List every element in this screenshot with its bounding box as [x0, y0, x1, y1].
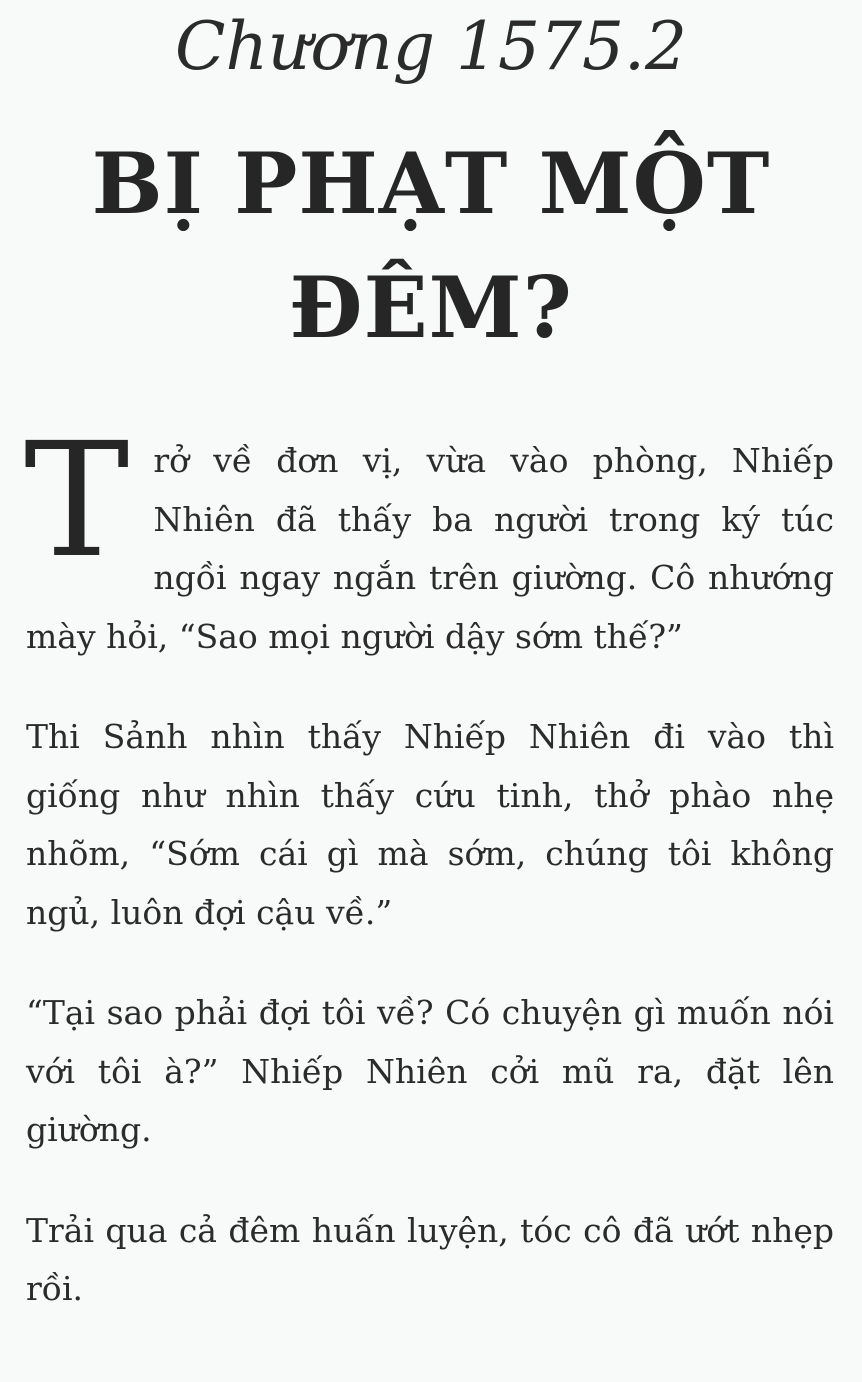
chapter-body [24, 409, 834, 1361]
paragraph-2: Thi Sảnh nhìn thấy Nhiếp Nhiên đi vào thì giống như nhìn thấy cứu tinh, thở phào nhẹ nhõm, “Sớm cái gì mà sớm, chúng tôi không ngủ, luôn đợi cậu về.” [26, 717, 834, 932]
chapter-title [0, 122, 862, 370]
paragraph-1 [24, 409, 834, 666]
drop-cap: T [24, 409, 130, 593]
paragraph-1-text: rở về đơn vị, vừa vào phòng, Nhiếp Nhiên đã thấy ba người trong ký túc ngồi ngay ngắn trên giường. Cô nhướng mày hỏi, “Sao mọi người dậy sớm thế?” [26, 441, 834, 656]
chapter-title-line-2: ĐÊM? [289, 258, 573, 357]
chapter-title-line-1: BỊ PHẠT MỘT [91, 134, 771, 233]
paragraph-4: Trải qua cả đêm huấn luyện, tóc cô đã ướt nhẹp rồi. [26, 1210, 834, 1308]
paragraph-3: “Tại sao phải đợi tôi về? Có chuyện gì muốn nói với tôi à?” Nhiếp Nhiên cởi mũ ra, đặt lên giường. [26, 993, 834, 1149]
chapter-number: Chương 1575.2 [175, 8, 687, 85]
